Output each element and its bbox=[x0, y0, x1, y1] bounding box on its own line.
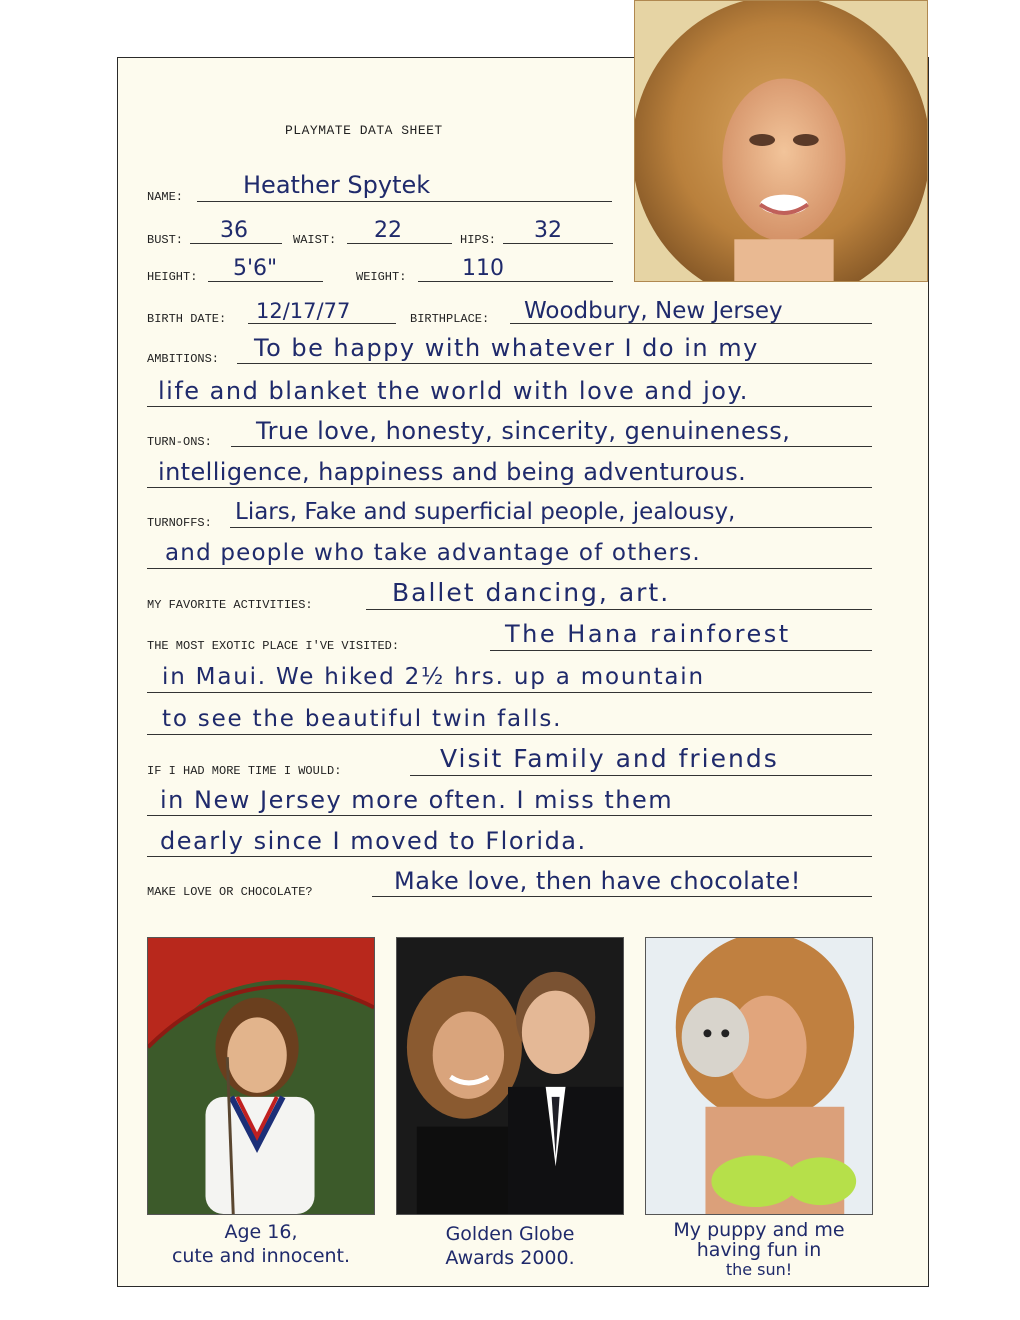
caption-photo-1-line-1: Age 16, bbox=[224, 1221, 298, 1243]
birth-date-label: BIRTH DATE: bbox=[147, 312, 227, 326]
portrait-photo bbox=[634, 0, 928, 282]
name-value: Heather Spytek bbox=[243, 171, 431, 199]
exotic-place-line-2 bbox=[147, 692, 872, 693]
exotic-place-line-1 bbox=[490, 650, 872, 651]
caption-photo-3-line-1: My puppy and me bbox=[673, 1219, 845, 1241]
name-line bbox=[197, 201, 612, 202]
exotic-place-value-3: to see the beautiful twin falls. bbox=[162, 706, 563, 732]
love-or-chocolate-label: MAKE LOVE OR CHOCOLATE? bbox=[147, 885, 313, 899]
bust-label: BUST: bbox=[147, 233, 184, 247]
love-or-chocolate-line bbox=[372, 896, 872, 897]
more-time-line-1 bbox=[410, 775, 872, 776]
more-time-value-3: dearly since I moved to Florida. bbox=[160, 827, 587, 855]
ambitions-line-1 bbox=[237, 363, 872, 364]
turnoffs-value-2: and people who take advantage of others. bbox=[165, 540, 701, 566]
turnoffs-value-1: Liars, Fake and superficial people, jealousy, bbox=[235, 499, 736, 525]
caption-photo-2-line-2: Awards 2000. bbox=[445, 1247, 575, 1269]
turnoffs-line-1 bbox=[230, 527, 872, 528]
form-title: PLAYMATE DATA SHEET bbox=[285, 123, 443, 138]
turn-ons-line-1 bbox=[231, 446, 872, 447]
caption-photo-3-line-3: the sun! bbox=[725, 1260, 793, 1279]
favorite-activities-value: Ballet dancing, art. bbox=[392, 578, 671, 607]
more-time-line-3 bbox=[147, 856, 872, 857]
weight-value: 110 bbox=[462, 256, 504, 281]
ambitions-line-2 bbox=[147, 406, 872, 407]
hips-value: 32 bbox=[534, 218, 562, 243]
weight-label: WEIGHT: bbox=[356, 270, 407, 284]
birthplace-value: Woodbury, New Jersey bbox=[524, 298, 783, 324]
exotic-place-value-1: The Hana rainforest bbox=[505, 620, 791, 648]
turn-ons-line-2 bbox=[147, 487, 872, 488]
more-time-value-2: in New Jersey more often. I miss them bbox=[160, 786, 674, 814]
turn-ons-label: TURN-ONS: bbox=[147, 435, 212, 449]
ambitions-value-1: To be happy with whatever I do in my bbox=[254, 334, 759, 362]
photo-puppy bbox=[645, 937, 873, 1215]
caption-photo-2 bbox=[396, 1222, 624, 1270]
more-time-line-2 bbox=[147, 815, 872, 816]
photo-golden-globe bbox=[396, 937, 624, 1215]
caption-photo-1 bbox=[147, 1220, 375, 1268]
favorite-activities-line bbox=[366, 609, 872, 610]
turn-ons-value-2: intelligence, happiness and being adventurous. bbox=[158, 458, 747, 486]
exotic-place-line-3 bbox=[147, 734, 872, 735]
turnoffs-label: TURNOFFS: bbox=[147, 516, 212, 530]
caption-photo-3 bbox=[636, 1220, 882, 1280]
turn-ons-value-1: True love, honesty, sincerity, genuineness, bbox=[256, 417, 791, 445]
weight-line bbox=[418, 281, 613, 282]
birthplace-label: BIRTHPLACE: bbox=[410, 312, 490, 326]
waist-value: 22 bbox=[374, 218, 402, 243]
caption-photo-2-line-1: Golden Globe bbox=[445, 1223, 575, 1245]
height-value: 5'6" bbox=[233, 256, 278, 281]
more-time-label: IF I HAD MORE TIME I WOULD: bbox=[147, 764, 342, 778]
photo-age-16 bbox=[147, 937, 375, 1215]
hips-label: HIPS: bbox=[460, 233, 497, 247]
waist-label: WAIST: bbox=[293, 233, 337, 247]
birth-date-value: 12/17/77 bbox=[256, 299, 351, 323]
exotic-place-label: THE MOST EXOTIC PLACE I'VE VISITED: bbox=[147, 639, 400, 653]
caption-photo-3-line-2: having fun in bbox=[696, 1239, 822, 1261]
favorite-activities-label: MY FAVORITE ACTIVITIES: bbox=[147, 598, 313, 612]
caption-photo-1-line-2: cute and innocent. bbox=[171, 1245, 351, 1267]
turnoffs-line-2 bbox=[147, 568, 872, 569]
height-label: HEIGHT: bbox=[147, 270, 198, 284]
name-label: NAME: bbox=[147, 190, 184, 204]
more-time-value-1: Visit Family and friends bbox=[440, 744, 779, 773]
ambitions-value-2: life and blanket the world with love and joy. bbox=[158, 377, 749, 405]
ambitions-label: AMBITIONS: bbox=[147, 352, 220, 366]
love-or-chocolate-value: Make love, then have chocolate! bbox=[394, 867, 801, 895]
exotic-place-value-2: in Maui. We hiked 2½ hrs. up a mountain bbox=[162, 664, 705, 690]
bust-value: 36 bbox=[220, 218, 248, 243]
